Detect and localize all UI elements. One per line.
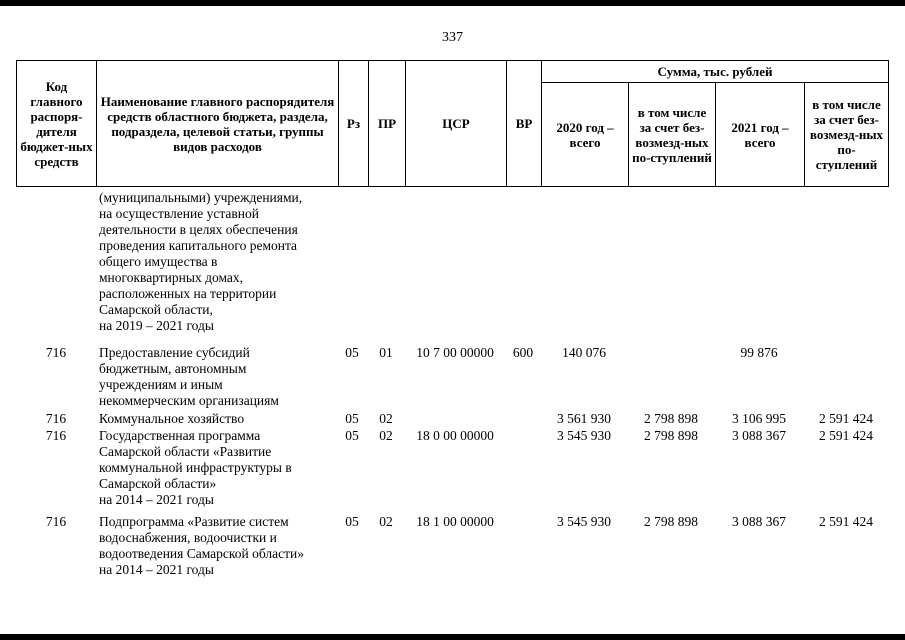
row-code: 716 xyxy=(45,411,67,426)
row-pr: 01 xyxy=(379,345,393,360)
page-number: 337 xyxy=(442,30,463,45)
row-vr: 600 xyxy=(512,345,534,360)
header-2021-total: 2021 год – всего xyxy=(716,83,805,187)
row-2021-total: 3 106 995 xyxy=(732,411,786,426)
row-2020-gratuitous: 2 798 898 xyxy=(644,428,698,443)
row-2021-gratuitous: 2 591 424 xyxy=(819,428,873,443)
row-pr: 02 xyxy=(379,514,393,529)
row-csr: 10 7 00 00000 xyxy=(416,345,494,360)
header-2021-gratuitous: в том числе за счет без-возмезд-ных по-ступлений xyxy=(805,83,889,187)
row-csr: 18 1 00 00000 xyxy=(416,514,494,529)
row-name: (муниципальными) учреждениями, на осуществление уставной деятельности в целях обеспечения проведения капитального ремонта общего имущества в многоквартирных домах, расположенных на территории Самарской области, на 2019 – 2021 годы xyxy=(99,190,303,333)
header-2020-gratuitous: в том числе за счет без-возмезд-ных по-ступлений xyxy=(629,83,716,187)
row-2021-total: 99 876 xyxy=(740,345,778,360)
row-name: Коммунальное хозяйство xyxy=(99,411,245,426)
row-rz: 05 xyxy=(345,411,359,426)
header-name: Наименование главного распорядителя средств областного бюджета, раздела, подраздела, целевой статьи, группы видов расходов xyxy=(97,61,339,187)
header-csr: ЦСР xyxy=(406,61,507,187)
row-2020-gratuitous: 2 798 898 xyxy=(644,514,698,529)
table-header xyxy=(16,60,889,187)
row-2021-gratuitous: 2 591 424 xyxy=(819,514,873,529)
row-2020-total: 3 561 930 xyxy=(557,411,611,426)
row-2021-total: 3 088 367 xyxy=(732,514,786,529)
row-pr: 02 xyxy=(379,411,393,426)
header-sum: Сумма, тыс. рублей xyxy=(542,61,889,83)
header-2020-total: 2020 год – всего xyxy=(542,83,629,187)
row-name: Предоставление субсидий бюджетным, автономным учреждениям и иным некоммерческим организациям xyxy=(99,345,279,408)
row-code: 716 xyxy=(45,345,67,360)
row-rz: 05 xyxy=(345,428,359,443)
row-2021-gratuitous: 2 591 424 xyxy=(819,411,873,426)
row-name: Государственная программа Самарской области «Развитие коммунальной инфраструктуры в Самарской области» на 2014 – 2021 годы xyxy=(99,428,292,507)
row-2020-total: 3 545 930 xyxy=(557,514,611,529)
row-rz: 05 xyxy=(345,345,359,360)
header-rz: Рз xyxy=(339,61,369,187)
row-rz: 05 xyxy=(345,514,359,529)
row-code: 716 xyxy=(45,428,67,443)
row-name: Подпрограмма «Развитие систем водоснабжения, водоочистки и водоотведения Самарской области» на 2014 – 2021 годы xyxy=(99,514,305,577)
row-csr: 18 0 00 00000 xyxy=(416,428,494,443)
bottom-border xyxy=(0,634,905,640)
row-2020-gratuitous: 2 798 898 xyxy=(644,411,698,426)
header-pr: ПР xyxy=(369,61,406,187)
row-2020-total: 140 076 xyxy=(562,345,606,360)
row-code: 716 xyxy=(45,514,67,529)
header-code: Код главного распоря-дителя бюджет-ных средств xyxy=(17,61,97,187)
row-2020-total: 3 545 930 xyxy=(557,428,611,443)
header-vr: ВР xyxy=(507,61,542,187)
top-border xyxy=(0,0,905,6)
row-pr: 02 xyxy=(379,428,393,443)
row-2021-total: 3 088 367 xyxy=(732,428,786,443)
